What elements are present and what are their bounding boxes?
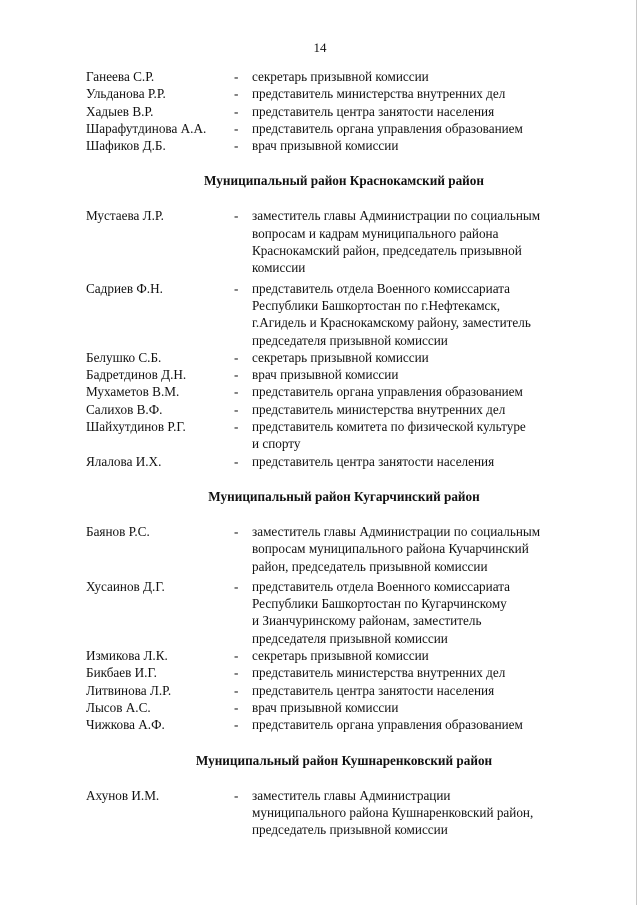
member-name: Измикова Л.К.: [86, 648, 168, 664]
member-role: [252, 647, 606, 664]
member-role: [252, 787, 606, 839]
member-role: [252, 366, 606, 383]
role-line: представитель министерства внутренних дел: [252, 401, 506, 417]
member-dash: -: [234, 699, 239, 715]
member-row: [86, 383, 606, 400]
top-member-list: [86, 68, 606, 154]
member-dash: -: [234, 208, 239, 224]
role-line: комиссии: [252, 260, 306, 276]
role-line: врач призывной комиссии: [252, 138, 399, 154]
member-role: [252, 418, 606, 453]
district-sections: [86, 172, 606, 838]
member-role: [252, 207, 606, 276]
member-dash: -: [234, 523, 239, 539]
member-role: [252, 682, 606, 699]
role-line: секретарь призывной комиссии: [252, 349, 429, 365]
member-name: Ганеева С.Р.: [86, 69, 155, 84]
member-name: Хусаинов Д.Г.: [86, 578, 165, 594]
member-role: [252, 716, 606, 733]
member-dash: -: [234, 401, 239, 417]
member-dash: -: [234, 138, 239, 154]
member-dash: -: [234, 453, 239, 469]
role-line: врач призывной комиссии: [252, 699, 399, 715]
role-line: представитель отдела Военного комиссариата: [252, 280, 510, 296]
member-row: [86, 137, 606, 154]
member-role: [252, 85, 606, 102]
member-name: Шафиков Д.Б.: [86, 138, 166, 154]
member-dash: -: [234, 69, 239, 84]
member-name: Шарафутдинова А.А.: [86, 120, 207, 136]
member-dash: -: [234, 367, 239, 383]
member-role: [252, 103, 606, 120]
role-line: заместитель главы Администрации по социальным: [252, 208, 541, 224]
member-name: Салихов В.Ф.: [86, 401, 163, 417]
role-line: представитель комитета по физической культуре: [252, 419, 526, 435]
role-line: врач призывной комиссии: [252, 367, 399, 383]
section-title: Муниципальный район Краснокамский район: [204, 173, 484, 189]
member-name: Чижкова А.Ф.: [86, 717, 165, 733]
member-name: Мустаева Л.Р.: [86, 208, 164, 224]
member-dash: -: [234, 103, 239, 119]
member-name: Ульданова Р.Р.: [86, 86, 166, 102]
member-role: [252, 578, 606, 647]
member-name: Мухаметов В.М.: [86, 384, 180, 400]
role-line: представитель органа управления образованием: [252, 384, 523, 400]
member-row: [86, 523, 606, 575]
section-title: Муниципальный район Кушнаренковский район: [195, 752, 493, 768]
member-dash: -: [234, 682, 239, 698]
member-dash: -: [234, 280, 239, 296]
role-line: представитель министерства внутренних дел: [252, 665, 506, 681]
member-row: [86, 453, 606, 470]
role-line: вопросам муниципального района Кучарчинский: [252, 541, 529, 557]
member-dash: -: [234, 787, 239, 803]
member-role: [252, 453, 606, 470]
member-row: [86, 699, 606, 716]
member-name: Баянов Р.С.: [86, 523, 150, 539]
member-role: [252, 664, 606, 681]
member-role: [252, 68, 606, 85]
member-dash: -: [234, 120, 239, 136]
member-role: [252, 383, 606, 400]
member-row: [86, 366, 606, 383]
member-dash: -: [234, 86, 239, 102]
member-role: [252, 349, 606, 366]
role-line: председателя призывной комиссии: [252, 630, 448, 646]
role-line: Республики Башкортостан по г.Нефтекамск,: [252, 297, 501, 313]
role-line: секретарь призывной комиссии: [252, 648, 429, 664]
member-name: Бадретдинов Д.Н.: [86, 367, 187, 383]
member-row: [86, 578, 606, 647]
member-dash: -: [234, 665, 239, 681]
member-role: [252, 280, 606, 349]
role-line: Республики Башкортостан по Кугарчинскому: [252, 596, 507, 612]
member-row: [86, 716, 606, 733]
member-dash: -: [234, 349, 239, 365]
role-line: представитель центра занятости населения: [252, 453, 495, 469]
member-dash: -: [234, 717, 239, 733]
member-name: Бикбаев И.Г.: [86, 665, 157, 681]
role-line: г.Агидель и Краснокамскому району, заместитель: [252, 315, 531, 331]
role-line: вопросам и кадрам муниципального района: [252, 225, 499, 241]
member-dash: -: [234, 578, 239, 594]
member-dash: -: [234, 419, 239, 435]
section-title: Муниципальный район Кугарчинский район: [208, 488, 480, 504]
member-role: [252, 523, 606, 575]
member-name: Белушко С.Б.: [86, 349, 162, 365]
member-row: [86, 418, 606, 453]
role-line: представитель отдела Военного комиссариата: [252, 578, 510, 594]
role-line: секретарь призывной комиссии: [252, 69, 429, 84]
role-line: муниципального района Кушнаренковский район,: [252, 804, 534, 820]
role-line: заместитель главы Администрации по социальным: [252, 523, 541, 539]
member-role: [252, 137, 606, 154]
member-dash: -: [234, 384, 239, 400]
member-name: Хадыев В.Р.: [86, 103, 154, 119]
role-line: председателя призывной комиссии: [252, 332, 448, 348]
member-row: [86, 103, 606, 120]
role-line: Краснокамский район, председатель призывной: [252, 243, 522, 259]
role-line: представитель центра занятости населения: [252, 682, 495, 698]
member-name: Садриев Ф.Н.: [86, 280, 163, 296]
member-dash: -: [234, 648, 239, 664]
role-line: представитель органа управления образованием: [252, 717, 523, 733]
role-line: и Зианчуринскому районам, заместитель: [252, 613, 482, 629]
role-line: председатель призывной комиссии: [252, 822, 448, 838]
role-line: представитель центра занятости населения: [252, 103, 495, 119]
member-row: [86, 120, 606, 137]
role-line: и спорту: [252, 436, 301, 452]
member-name: Ахунов И.М.: [86, 787, 160, 803]
member-role: [252, 401, 606, 418]
member-name: Шайхутдинов Р.Г.: [86, 419, 186, 435]
member-row: [86, 349, 606, 366]
page-edge: [636, 0, 637, 905]
member-row: [86, 401, 606, 418]
page-number: 14: [313, 40, 327, 55]
member-name: Лысов А.С.: [86, 699, 151, 715]
role-line: район, председатель призывной комиссии: [252, 558, 488, 574]
member-role: [252, 699, 606, 716]
member-role: [252, 120, 606, 137]
district-section: [86, 488, 606, 734]
district-section: [86, 172, 606, 469]
member-row: [86, 85, 606, 102]
role-line: заместитель главы Администрации: [252, 787, 451, 803]
member-row: [86, 664, 606, 681]
role-line: представитель органа управления образованием: [252, 120, 523, 136]
document-body: [86, 68, 606, 838]
member-row: [86, 207, 606, 276]
member-row: [86, 280, 606, 349]
member-row: [86, 787, 606, 839]
member-name: Литвинова Л.Р.: [86, 682, 172, 698]
member-row: [86, 68, 606, 85]
district-section: [86, 752, 606, 839]
role-line: представитель министерства внутренних дел: [252, 86, 506, 102]
member-name: Ялалова И.Х.: [86, 453, 162, 469]
member-row: [86, 647, 606, 664]
member-row: [86, 682, 606, 699]
